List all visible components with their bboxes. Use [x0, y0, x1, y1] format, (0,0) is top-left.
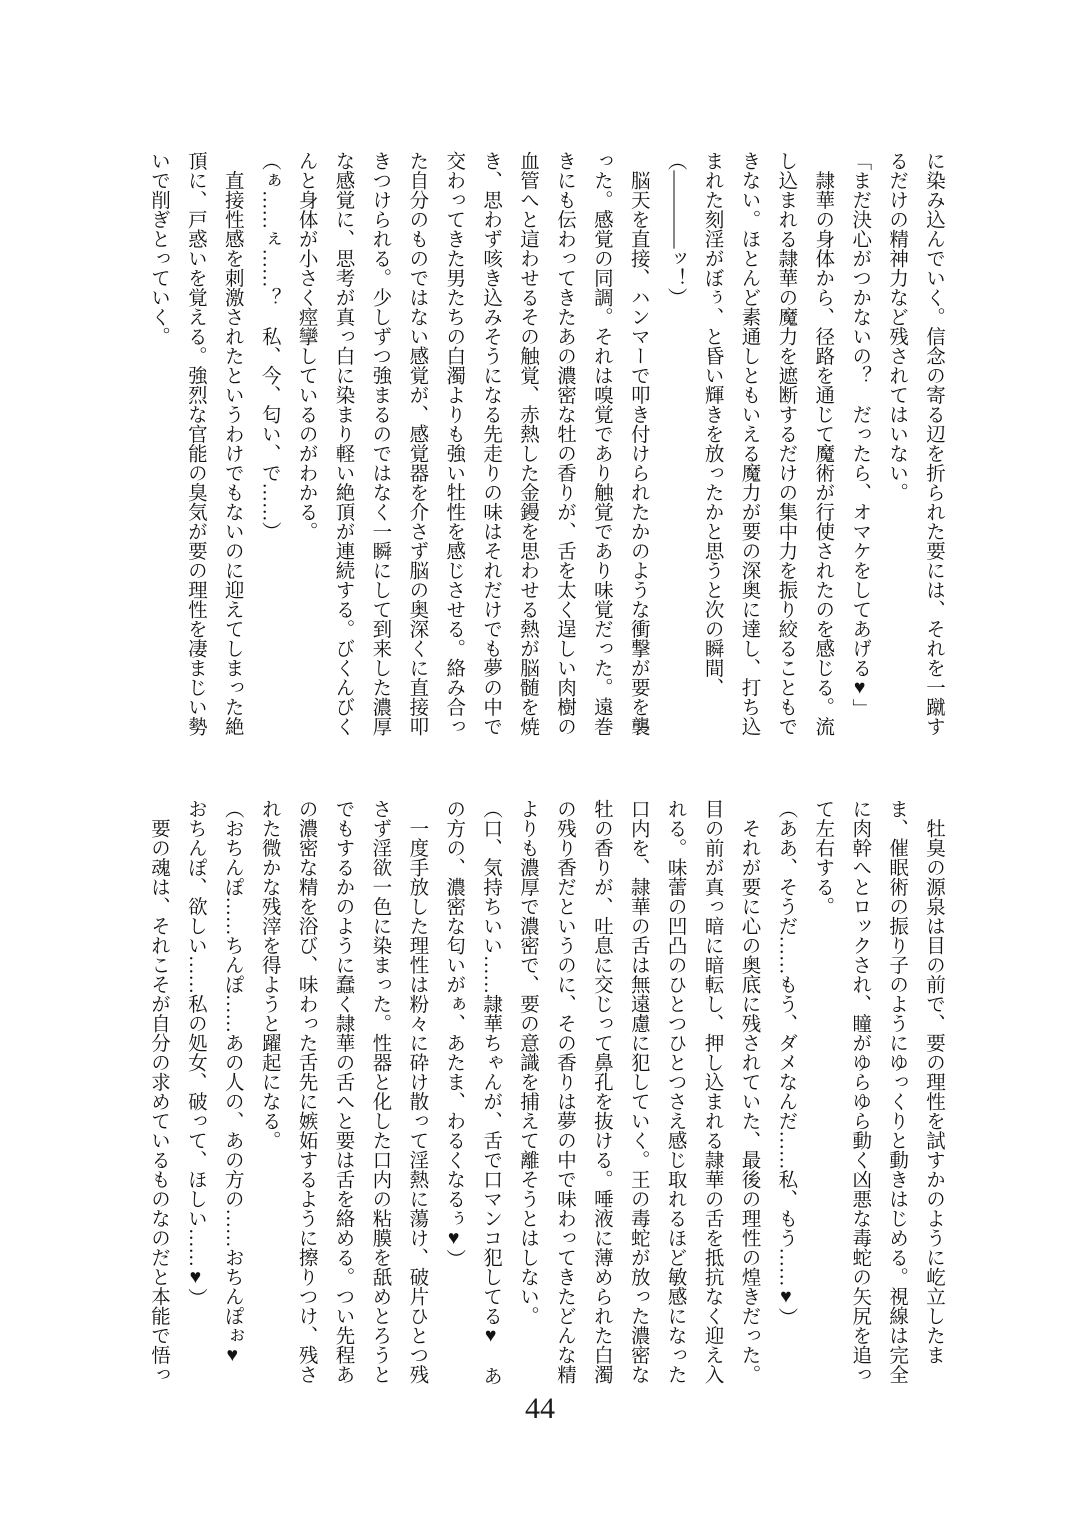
text-column: きつけられる。少しずつ強まるのではなく一瞬にして到来した濃厚: [369, 151, 391, 736]
text-column: それが要に心の奥底に残されていた、最後の理性の煌きだった。: [738, 799, 760, 1384]
text-column: の方の、濃密な匂いがぁ、あたま、わるくなるぅ♥）: [443, 799, 465, 1269]
text-column: の濃密な精を浴び、味わった舌先に嫉妬するように擦りつけ、残さ: [295, 799, 317, 1384]
text-column: （おちんぽ……ちんぽ……あの人の、あの方の……おちんぽぉ♥: [221, 799, 243, 1366]
text-column: まれた刻淫がぼぅ、と昏い輝きを放ったかと思うと次の瞬間、: [701, 151, 723, 697]
text-column: 一度手放した理性は粉々に砕け散って淫熱に蕩け、破片ひとつ残: [406, 799, 428, 1384]
text-column: （口、気持ちいい……隷華ちゃんが、舌で口マンコ犯してる♥ あ: [480, 799, 502, 1386]
text-column: 直接性感を刺激されたというわけでもないのに迎えてしまった絶: [221, 151, 243, 736]
vertical-text-block-top: [139, 151, 951, 739]
page-number: 44: [525, 1392, 555, 1425]
text-column: 要の魂は、それこそが自分の求めているものなのだと本能で悟っ: [147, 799, 169, 1384]
text-column: な感覚に、思考が真っ白に染まり軽い絶頂が連続する。びくんびく: [332, 151, 354, 736]
text-column: いで削ぎとっていく。: [147, 151, 169, 346]
text-column: の残り香だというのに、その香りは夢の中で味わってきたどんな精: [553, 799, 575, 1384]
text-column: きない。ほとんど素通しともいえる魔力が要の深奥に達し、打ち込: [738, 151, 760, 736]
text-column: し込まれる隷華の魔力を遮断するだけの集中力を振り絞ることもで: [775, 151, 797, 736]
text-column: 牡臭の源泉は目の前で、要の理性を試すかのように屹立したま: [923, 799, 944, 1365]
text-column: るだけの精神力など残されてはいない。: [886, 151, 908, 502]
text-column: おちんぽ、欲しい……私の処女、破って、ほしい……♥）: [184, 799, 206, 1308]
text-column: に肉幹へとロックされ、瞳がゆらゆら動く凶悪な毒蛇の矢尻を追っ: [849, 799, 871, 1384]
text-column: 交わってきた男たちの白濁よりも強い牡性を感じさせる。絡み合っ: [443, 151, 465, 736]
text-column: 口内を、隷華の舌は無遠慮に犯していく。王の毒蛇が放った濃密な: [627, 799, 649, 1384]
text-column: 牡の香りが、吐息に交じって鼻孔を抜ける。唾液に薄められた白濁: [590, 799, 612, 1384]
text-column: 脳天を直接、ハンマーで叩き付けられたかのような衝撃が要を襲: [627, 151, 649, 736]
text-column: よりも濃厚で濃密で、要の意識を捕えて離そうとはしない。: [517, 799, 539, 1326]
text-column: （――――ッ！）: [664, 151, 686, 307]
text-column: れた微かな残滓を得ようと躍起になる。: [258, 799, 280, 1150]
vertical-text-block-bottom: [139, 799, 951, 1387]
text-column: に染み込んでいく。信念の寄る辺を折られた要には、それを一蹴す: [923, 151, 944, 736]
text-column: （ああ、そうだ……もう、ダメなんだ……私、もう……♥）: [775, 799, 797, 1327]
text-column: さず淫欲一色に染まった。性器と化した口内の粘膜を舐めとろうと: [369, 799, 391, 1384]
text-column: 頂に、戸惑いを覚える。強烈な官能の臭気が要の理性を凄まじい勢: [184, 151, 206, 736]
text-column: 隷華の身体から、径路を通じて魔術が行使されたのを感じる。流: [812, 151, 834, 736]
text-column: 「まだ決心がつかないの？ だったら、オマケをしてあげる♥」: [849, 151, 871, 718]
text-column: た自分のものではない感覚が、感覚器を介さず脳の奥深くに直接叩: [406, 151, 428, 736]
text-column: んと身体が小さく痙攣しているのがわかる。: [295, 151, 317, 541]
text-column: でもするかのように蠢く隷華の舌へと要は舌を絡める。つい先程あ: [332, 799, 354, 1384]
text-column: ま、催眠術の振り子のようにゆっくりと動きはじめる。視線は完全: [886, 799, 908, 1384]
text-column: れる。味蕾の凹凸のひとつひとつさえ感じ取れるほど敏感になった: [664, 799, 686, 1384]
text-column: て左右する。: [812, 799, 834, 916]
text-column: き、思わず咳き込みそうになる先走りの味はそれだけでも夢の中で: [480, 151, 502, 736]
text-column: 血管へと這わせるその触覚、赤熱した金鏝を思わせる熱が脳髄を焼: [517, 151, 539, 736]
text-column: （ぁ……ぇ……？ 私、今、匂い、で……）: [258, 151, 280, 541]
text-column: った。感覚の同調。それは嗅覚であり触覚であり味覚だった。遠巻: [590, 151, 612, 736]
text-column: 目の前が真っ暗に暗転し、押し込まれる隷華の舌を抵抗なく迎え入: [701, 799, 723, 1384]
text-column: きにも伝わってきたあの濃密な牡の香りが、舌を太く逞しい肉樹の: [553, 151, 575, 736]
